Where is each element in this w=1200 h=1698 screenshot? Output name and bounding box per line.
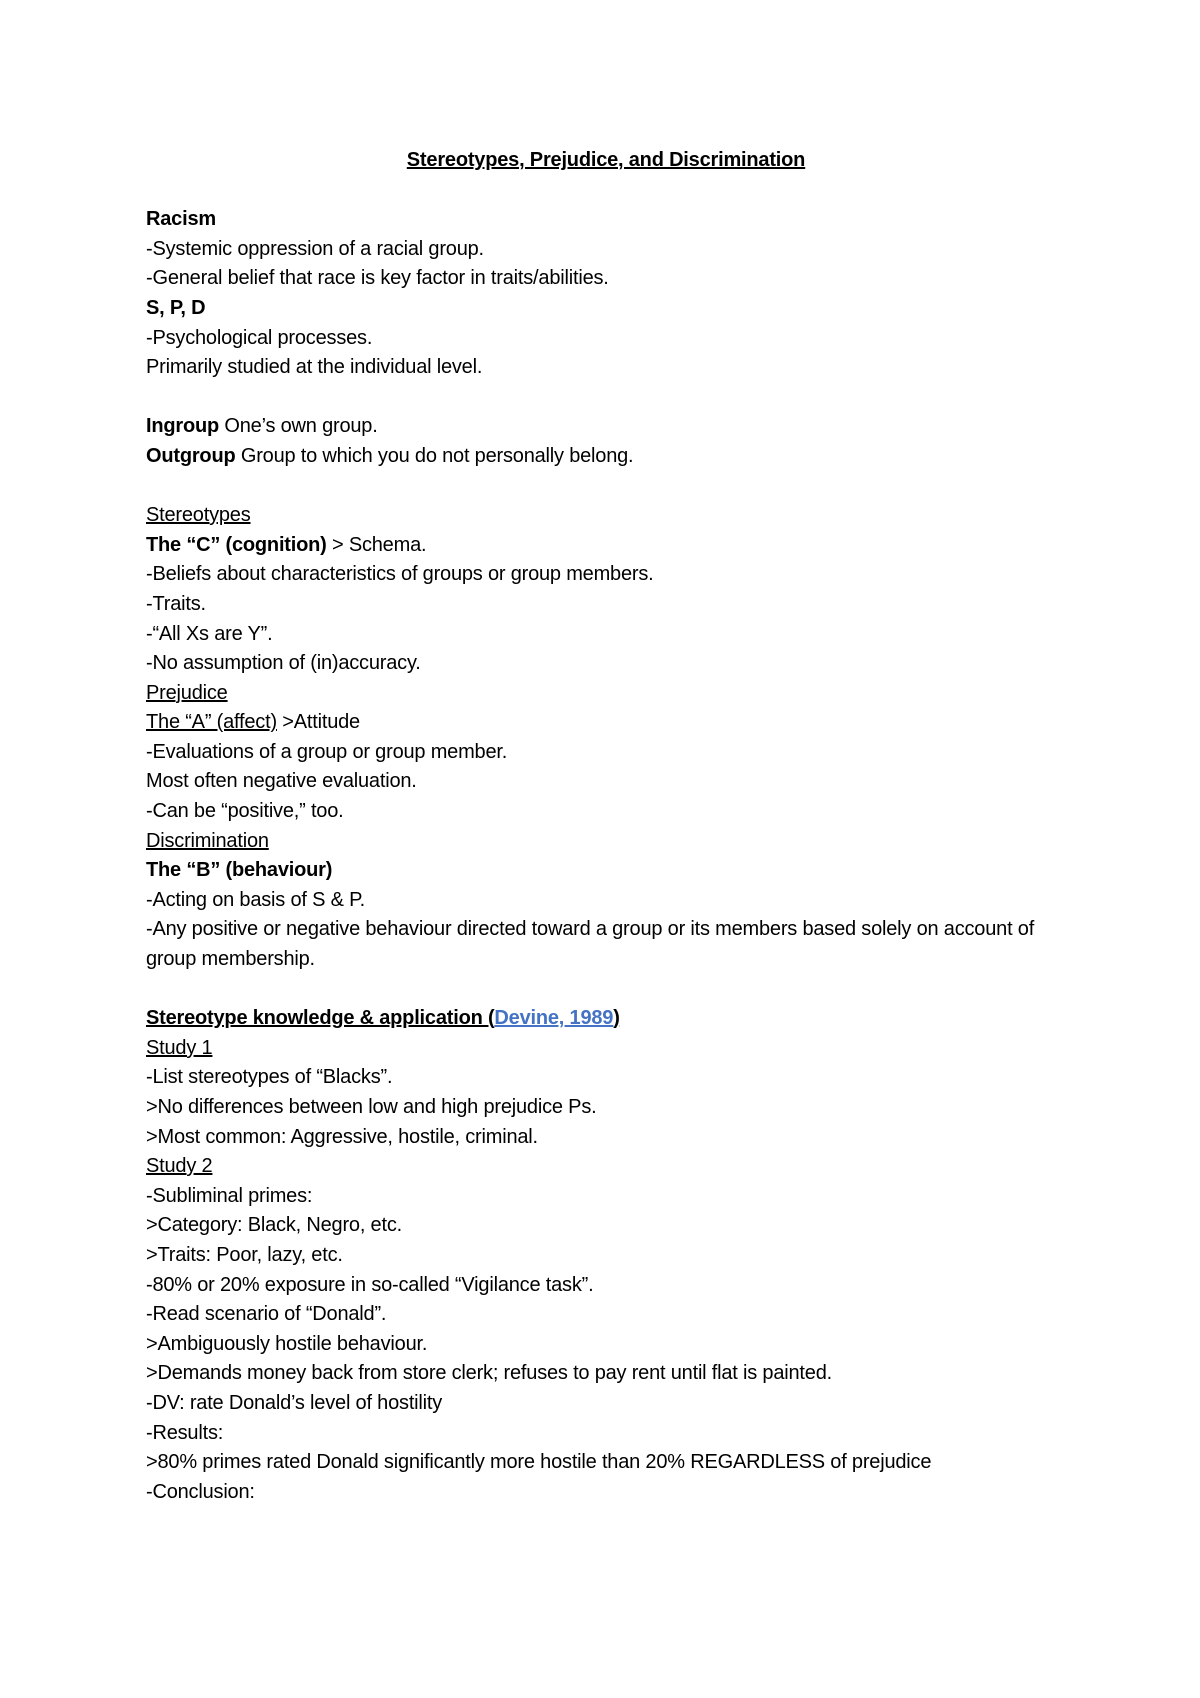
devine-citation-link[interactable]: Devine, 1989	[494, 1007, 614, 1030]
devine-heading-close: )	[613, 1007, 620, 1030]
study2-line-9: -Results:	[146, 1421, 224, 1444]
study2-line-5: -Read scenario of “Donald”.	[146, 1303, 387, 1326]
study1-heading: Study 1	[146, 1036, 213, 1059]
outgroup-term: Outgroup	[146, 444, 236, 467]
stereotypes-line-1: -Beliefs about characteristics of groups or group members.	[146, 563, 654, 586]
prejudice-line-2: Most often negative evaluation.	[146, 770, 417, 793]
stereotypes-subheading	[146, 531, 1066, 561]
stereotypes-line-4: -No assumption of (in)accuracy.	[146, 652, 421, 675]
study2-line-1: -Subliminal primes:	[146, 1184, 313, 1207]
discrimination-subheading: The “B” (behaviour)	[146, 859, 333, 882]
discrimination-line-1: -Acting on basis of S & P.	[146, 888, 365, 911]
blank-line	[146, 383, 1066, 413]
study2-line-3: >Traits: Poor, lazy, etc.	[146, 1243, 343, 1266]
outgroup-definition	[146, 442, 1066, 472]
document-body	[146, 146, 1066, 1507]
study2-line-8: -DV: rate Donald’s level of hostility	[146, 1391, 443, 1414]
ingroup-term: Ingroup	[146, 415, 220, 438]
spd-line-1: -Psychological processes.	[146, 326, 373, 349]
ingroup-text: One’s own group.	[219, 415, 378, 438]
stereotypes-schema: > Schema.	[326, 533, 427, 556]
prejudice-attitude: >Attitude	[276, 711, 360, 734]
spd-heading: S, P, D	[146, 296, 206, 319]
stereotypes-line-3: -“All Xs are Y”.	[146, 622, 273, 645]
discrimination-heading: Discrimination	[146, 829, 269, 852]
study2-line-11: -Conclusion:	[146, 1480, 255, 1503]
study2-line-6: >Ambiguously hostile behaviour.	[146, 1332, 428, 1355]
study2-heading: Study 2	[146, 1155, 213, 1178]
study2-line-7: >Demands money back from store clerk; refuses to pay rent until flat is painted.	[146, 1362, 832, 1385]
racism-line-1: -Systemic oppression of a racial group.	[146, 237, 484, 260]
study1-line-3: >Most common: Aggressive, hostile, criminal.	[146, 1125, 538, 1148]
prejudice-affect: The “A” (affect)	[146, 711, 277, 734]
racism-heading: Racism	[146, 208, 216, 231]
study2-line-2: >Category: Black, Negro, etc.	[146, 1214, 402, 1237]
study1-line-1: -List stereotypes of “Blacks”.	[146, 1066, 393, 1089]
study1-line-2: >No differences between low and high prejudice Ps.	[146, 1096, 597, 1118]
prejudice-line-3: -Can be “positive,” too.	[146, 800, 344, 823]
outgroup-text: Group to which you do not personally belong.	[235, 444, 634, 467]
prejudice-subheading	[146, 708, 1066, 738]
devine-heading	[146, 1004, 1066, 1034]
stereotypes-line-2: -Traits.	[146, 592, 206, 615]
prejudice-line-1: -Evaluations of a group or group member.	[146, 740, 508, 763]
study2-line-10: >80% primes rated Donald significantly more hostile than 20% REGARDLESS of prejudice	[146, 1451, 932, 1474]
blank-line	[146, 472, 1066, 502]
page-title: Stereotypes, Prejudice, and Discrimination	[406, 149, 806, 171]
study2-line-4: -80% or 20% exposure in so-called “Vigilance task”.	[146, 1273, 594, 1296]
ingroup-definition	[146, 412, 1066, 442]
stereotypes-cognition: The “C” (cognition)	[146, 533, 327, 556]
racism-line-2: -General belief that race is key factor in traits/abilities.	[146, 267, 609, 290]
blank-line	[146, 975, 1066, 1005]
devine-heading-text: Stereotype knowledge & application (	[146, 1007, 495, 1030]
spd-line-2: Primarily studied at the individual level.	[146, 356, 483, 379]
prejudice-heading: Prejudice	[146, 681, 228, 704]
stereotypes-heading: Stereotypes	[146, 504, 251, 527]
discrimination-line-2: -Any positive or negative behaviour directed toward a group or its members based solely on account of group membership.	[146, 918, 1035, 971]
